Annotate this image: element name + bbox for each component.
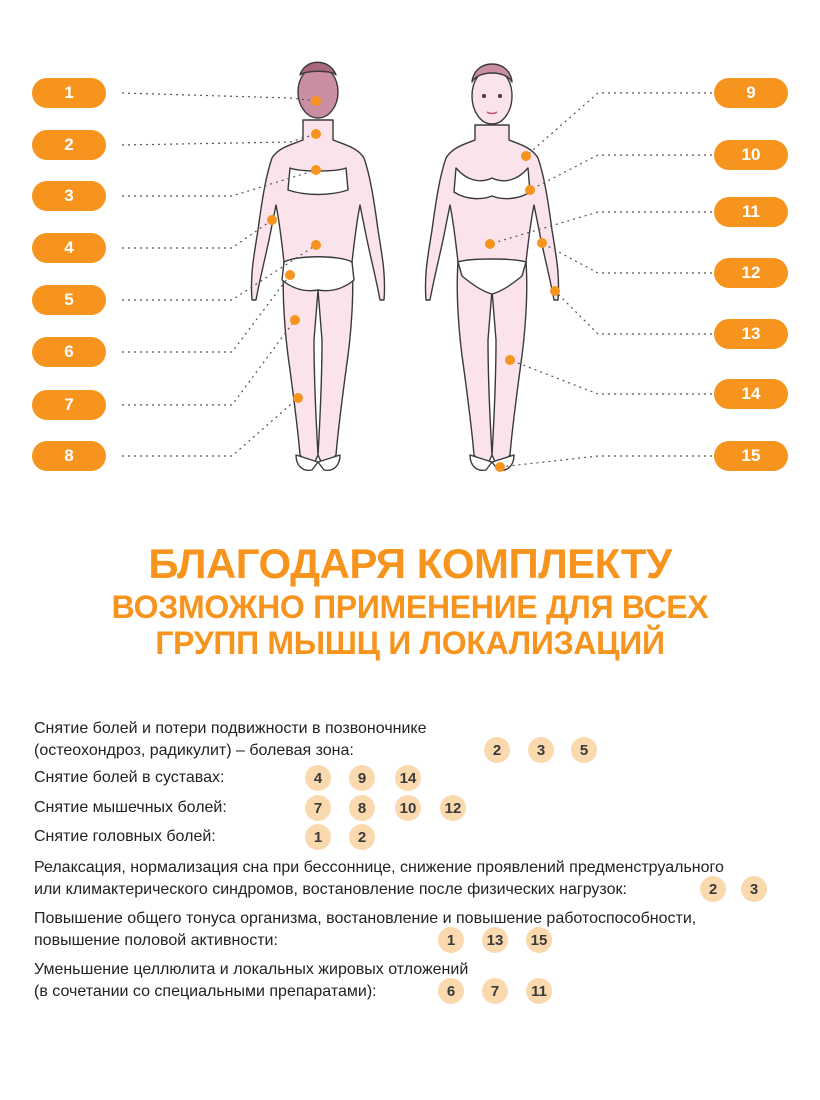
zone-point-2 (311, 129, 321, 139)
zone-badge: 4 (32, 233, 106, 263)
zone-point-12 (537, 238, 547, 248)
usage-text: Релаксация, нормализация сна при бессоннице, снижение проявлений предменструального (34, 859, 724, 876)
zone-point-8 (293, 393, 303, 403)
usage-item (34, 797, 227, 819)
zone-tag: 2 (484, 737, 510, 763)
zone-badge: 9 (714, 78, 788, 108)
usage-text: Снятие мышечных болей: (34, 799, 227, 816)
zone-tag: 3 (741, 876, 767, 902)
zone-tag: 3 (528, 737, 554, 763)
usage-text: (остеохондроз, радикулит) – болевая зона: (34, 742, 354, 759)
zone-tag: 5 (571, 737, 597, 763)
zone-point-5 (311, 240, 321, 250)
zone-tag: 1 (438, 927, 464, 953)
zone-badge: 7 (32, 390, 106, 420)
zone-badge: 11 (714, 197, 788, 227)
usage-item (34, 826, 216, 848)
zone-tag: 7 (482, 978, 508, 1004)
usage-text: Снятие болей и потери подвижности в позвоночнике (34, 720, 427, 737)
usage-item (34, 857, 724, 901)
back-view-figure (251, 62, 384, 470)
zone-point-9 (521, 151, 531, 161)
zone-tag: 15 (526, 927, 552, 953)
usage-item (34, 908, 696, 952)
zone-badge: 14 (714, 379, 788, 409)
zone-badge: 15 (714, 441, 788, 471)
zone-tag: 6 (438, 978, 464, 1004)
zone-badge: 12 (714, 258, 788, 288)
zone-tag: 8 (349, 795, 375, 821)
usage-text: или климактерического синдромов, востановление после физических нагрузок: (34, 881, 627, 898)
zone-tag: 11 (526, 978, 552, 1004)
usage-item (34, 959, 468, 1003)
zone-point-3 (311, 165, 321, 175)
zone-point-1 (311, 96, 321, 106)
zone-badge: 1 (32, 78, 106, 108)
zone-badge: 2 (32, 130, 106, 160)
zone-tag: 7 (305, 795, 331, 821)
usage-text: повышение половой активности: (34, 932, 278, 949)
zone-tag: 2 (349, 824, 375, 850)
usage-item (34, 767, 224, 789)
zone-badge: 5 (32, 285, 106, 315)
headline-line-1: БЛАГОДАРЯ КОМПЛЕКТУ (148, 540, 672, 587)
headline-line-2: ВОЗМОЖНО ПРИМЕНЕНИЕ ДЛЯ ВСЕХ (111, 589, 709, 625)
headline-line-3: ГРУПП МЫШЦ И ЛОКАЛИЗАЦИЙ (155, 625, 665, 661)
zone-badge: 3 (32, 181, 106, 211)
zone-tag: 10 (395, 795, 421, 821)
zone-tag: 14 (395, 765, 421, 791)
zone-badge: 8 (32, 441, 106, 471)
usage-text: Снятие болей в суставах: (34, 769, 225, 786)
zone-point-14 (505, 355, 515, 365)
zone-tag: 2 (700, 876, 726, 902)
usage-text: Снятие головных болей: (34, 828, 216, 845)
zone-point-13 (550, 286, 560, 296)
connector-lines (122, 93, 712, 467)
usage-text: Повышение общего тонуса организма, востановление и повышение работоспособности, (34, 910, 697, 927)
zone-tag: 9 (349, 765, 375, 791)
zone-tag: 12 (440, 795, 466, 821)
zone-tag: 13 (482, 927, 508, 953)
zone-tag: 1 (305, 824, 331, 850)
body-illustration (0, 0, 820, 520)
zone-point-15 (495, 462, 505, 472)
zone-badge: 10 (714, 140, 788, 170)
usage-text: Уменьшение целлюлита и локальных жировых отложений (34, 961, 469, 978)
zone-badge: 13 (714, 319, 788, 349)
body-zones-diagram (0, 0, 820, 520)
zone-badge: 6 (32, 337, 106, 367)
zone-point-6 (285, 270, 295, 280)
zone-point-7 (290, 315, 300, 325)
zone-point-10 (525, 185, 535, 195)
usage-text: (в сочетании со специальными препаратами): (34, 983, 377, 1000)
usage-item (34, 718, 427, 762)
zone-point-4 (267, 215, 277, 225)
front-view-figure (425, 64, 558, 470)
zone-tag: 4 (305, 765, 331, 791)
zone-point-11 (485, 239, 495, 249)
